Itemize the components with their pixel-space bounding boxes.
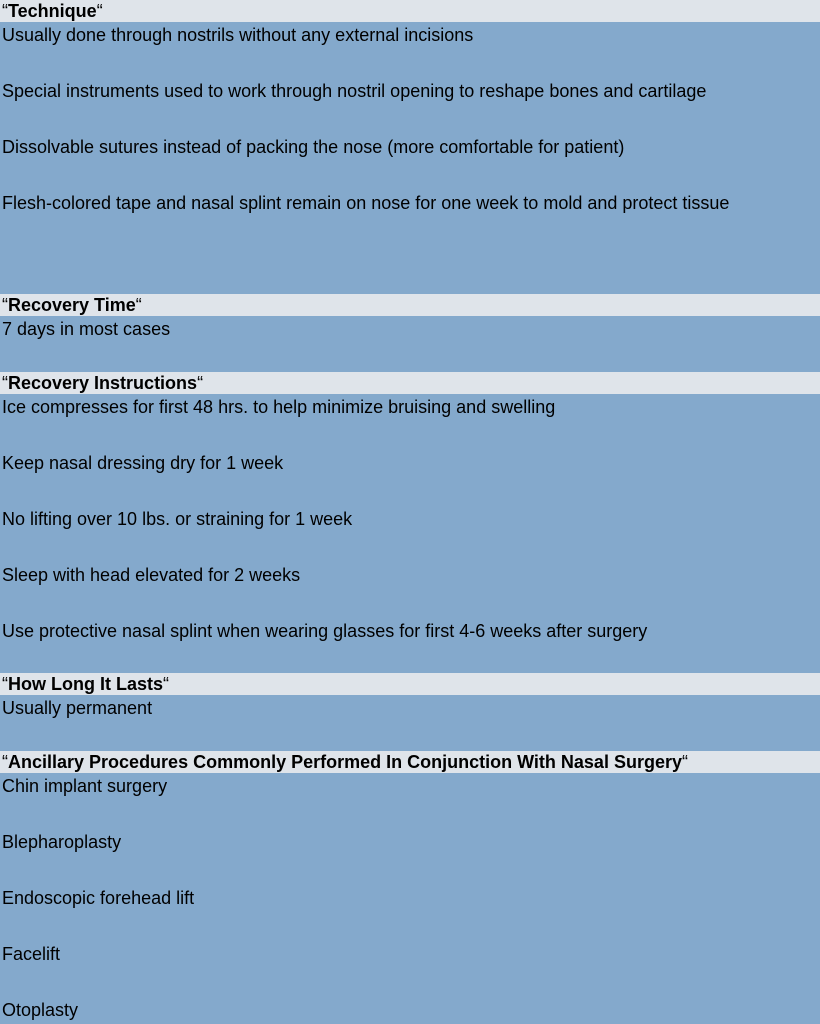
section-ancillary-procedures xyxy=(0,751,820,1018)
close-quote: “ xyxy=(197,373,204,393)
open-quote: “ xyxy=(2,373,8,393)
section-body xyxy=(0,394,820,673)
open-quote: “ xyxy=(2,752,8,772)
heading-text: Recovery Instructions xyxy=(8,373,198,393)
list-item: Otoplasty xyxy=(2,1000,79,1020)
section-body xyxy=(0,773,820,1018)
list-item: Facelift xyxy=(2,944,61,964)
list-item: Flesh-colored tape and nasal splint remain on nose for one week to mold and protect tissue xyxy=(2,193,730,213)
list-item: Keep nasal dressing dry for 1 week xyxy=(2,453,284,473)
list-item: Sleep with head elevated for 2 weeks xyxy=(2,565,301,585)
section-recovery-time xyxy=(0,294,820,372)
close-quote: “ xyxy=(135,295,142,315)
list-item: No lifting over 10 lbs. or straining for 1 week xyxy=(2,509,353,529)
list-item: 7 days in most cases xyxy=(2,319,171,339)
heading-text: Technique xyxy=(8,1,97,21)
open-quote: “ xyxy=(2,1,8,21)
heading-text: Recovery Time xyxy=(8,295,136,315)
list-item: Usually permanent xyxy=(2,698,153,718)
close-quote: “ xyxy=(681,752,688,772)
list-item: Special instruments used to work through nostril opening to reshape bones and cartilage xyxy=(2,81,707,101)
list-item: Blepharoplasty xyxy=(2,832,122,852)
section-recovery-instructions xyxy=(0,372,820,673)
open-quote: “ xyxy=(2,674,8,694)
section-body xyxy=(0,316,820,372)
section-body xyxy=(0,695,820,751)
list-item: Chin implant surgery xyxy=(2,776,168,796)
list-item: Endoscopic forehead lift xyxy=(2,888,195,908)
close-quote: “ xyxy=(163,674,169,694)
list-item: Usually done through nostrils without any external incisions xyxy=(2,25,474,45)
list-item: Use protective nasal splint when wearing glasses for first 4-6 weeks after surgery xyxy=(2,621,648,641)
section-heading xyxy=(0,673,820,695)
open-quote: “ xyxy=(2,295,8,315)
heading-text: How Long It Lasts xyxy=(8,674,163,694)
list-item: Ice compresses for first 48 hrs. to help minimize bruising and swelling xyxy=(2,397,556,417)
section-heading xyxy=(0,372,820,394)
section-how-long-it-lasts xyxy=(0,673,820,751)
section-heading xyxy=(0,294,820,316)
section-heading xyxy=(0,751,820,773)
section-heading xyxy=(0,0,820,22)
list-item: Dissolvable sutures instead of packing the nose (more comfortable for patient) xyxy=(2,137,625,157)
section-body xyxy=(0,22,820,294)
close-quote: “ xyxy=(96,1,103,21)
heading-text: Ancillary Procedures Commonly Performed In Conjunction With Nasal Surgery xyxy=(8,752,682,772)
section-technique xyxy=(0,0,820,294)
